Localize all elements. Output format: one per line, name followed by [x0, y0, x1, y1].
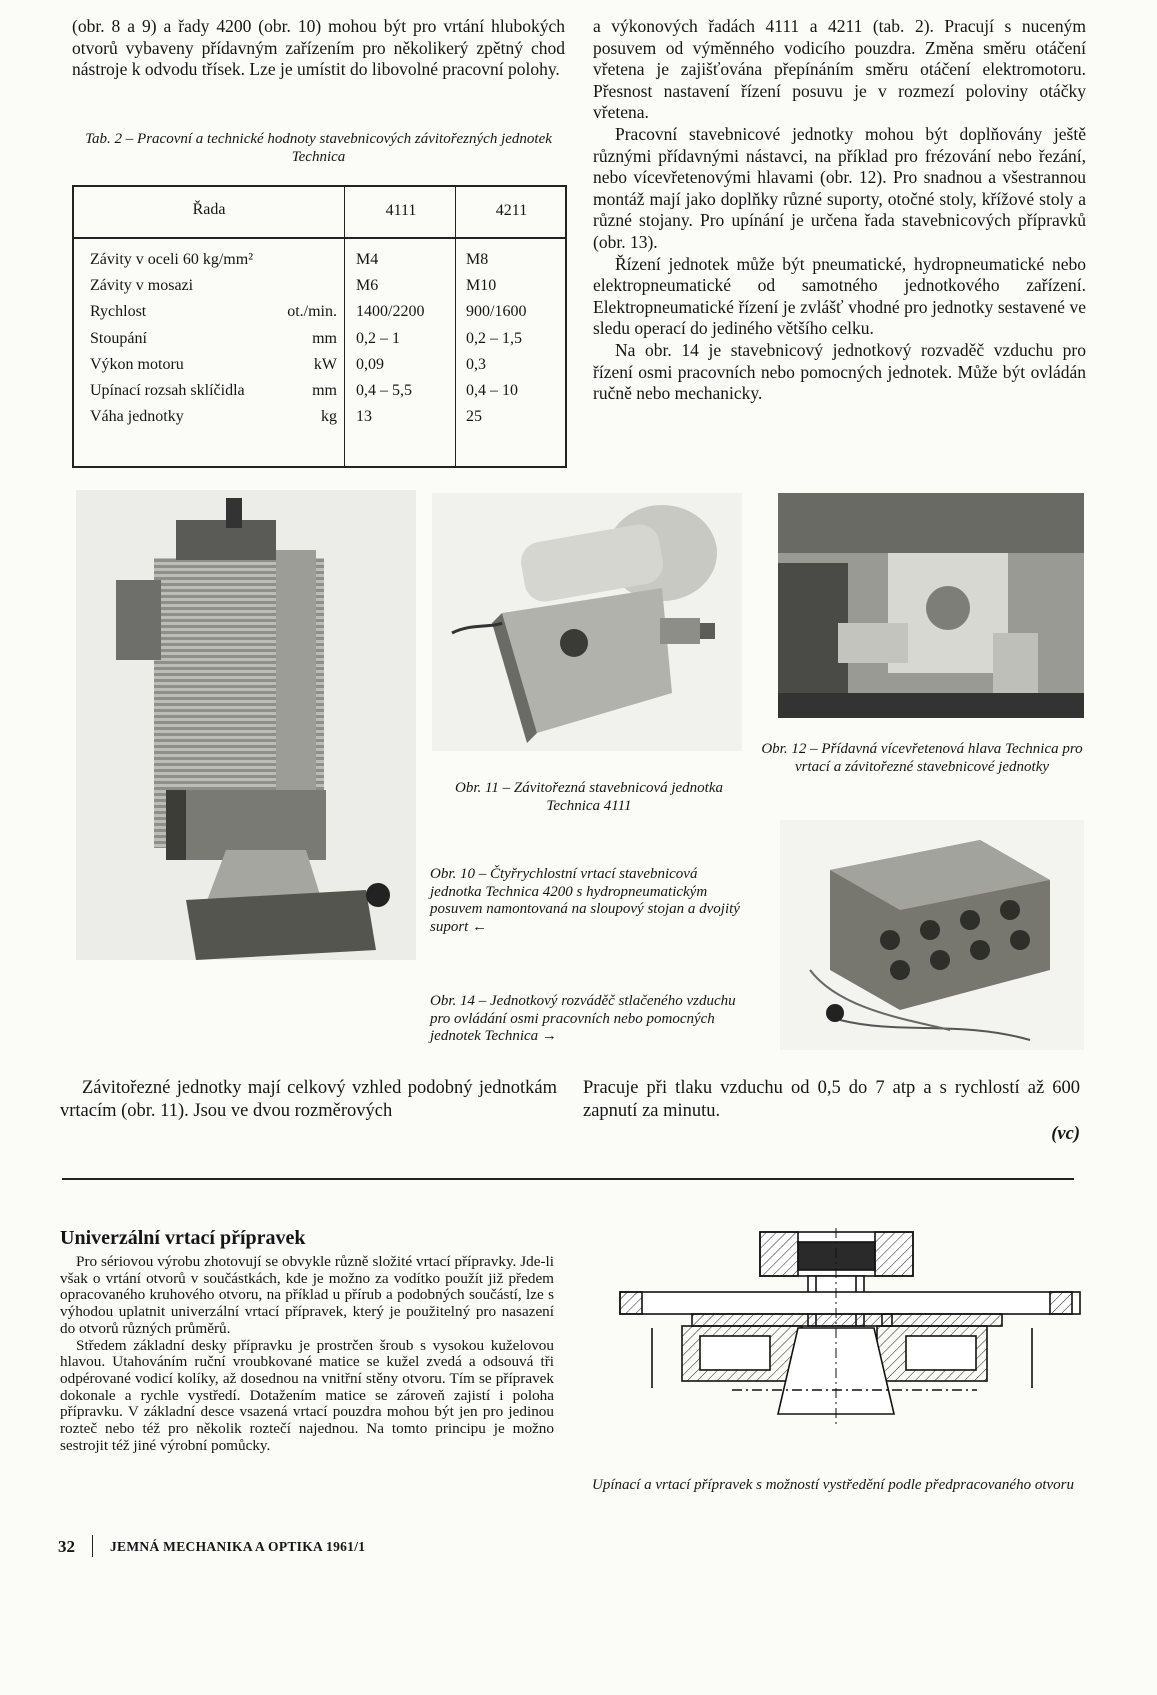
right-column-text	[593, 16, 1086, 405]
photo-obr10-drilling-unit	[76, 490, 416, 960]
section-paragraph-1: Pro sériovou výrobu zhotovují se obvykle různě složité vrtací přípravky. Jde-li však o vrtání otvorů v součástkách, kde je možno za vodítko použít již předem opracovaného kruhového otvoru, na příklad u přírub a podobných součástí, lze s výhodou uplatnit univerzální vrtací přípravek, který je použitelný pro nasazení do otvorů různých průměrů.	[60, 1253, 554, 1337]
caption-obr14	[430, 993, 750, 1046]
row-label: Stoupání	[90, 329, 147, 347]
section-body	[60, 1254, 554, 1454]
arrow-right-icon: →	[541, 1028, 557, 1044]
row-label: Rychlost	[90, 303, 147, 321]
table-caption: Tab. 2 – Pracovní a technické hodnoty stavebnicových závitořezných jednotek Technica	[85, 131, 552, 165]
table-row	[74, 330, 565, 356]
table-head-4111: 4111	[385, 202, 417, 219]
row-value-4211: 0,3	[466, 355, 486, 373]
row-value-4111: 13	[356, 408, 372, 426]
table-row	[74, 356, 565, 382]
right-paragraph-2: Pracovní stavebnicové jednotky mohou být doplňovány ještě různými přídavnými nástavci, na příklad pro frézování nebo řezání, nebo vícevřetenovými hlavami (obr. 12). Pro snadnou a všestrannou montáž mají jako doplňky různé suporty, otočné stoly, křížové stoly a různé stojany. Pro upínání je určena řada stavebnicových přípravků (obr. 13).	[593, 123, 1086, 252]
row-value-4111: 0,2 – 1	[356, 329, 400, 347]
row-label: Závity v mosazi	[90, 277, 194, 295]
table-head-4211: 4211	[495, 202, 528, 219]
table-row	[74, 251, 565, 277]
jig-cross-section-drawing	[612, 1228, 1087, 1458]
middle-right-paragraph	[583, 1077, 1080, 1146]
intro-text: (obr. 8 a 9) a řady 4200 (obr. 10) mohou být pro vrtání hlubokých otvorů vybaveny přídavným zařízením pro několikerý zpětný chod nástroje k odvodu třísek. Lze je umístit do libovolné pracovní polohy.	[72, 16, 565, 80]
row-value-4211: 900/1600	[466, 303, 527, 321]
caption-obr10-text: Obr. 10 – Čtyřrychlostní vrtací stavebnicová jednotka Technica 4200 s hydropneumatickým posuvem namontovaná na sloupový stojan a dvojitý suport	[430, 866, 740, 935]
row-label: Upínací rozsah sklíčidla	[90, 382, 245, 399]
row-label: Váha jednotky	[90, 408, 184, 426]
row-value-4211: M8	[466, 251, 489, 268]
row-value-4211: 0,2 – 1,5	[466, 329, 522, 347]
caption-obr14-text: Obr. 14 – Jednotkový rozváděč stlačeného vzduchu pro ovládání osmi pracovních nebo pomocných jednotek Technica	[430, 993, 736, 1044]
caption-obr10	[430, 866, 750, 936]
table-row	[74, 382, 565, 408]
caption-obr11: Obr. 11 – Závitořezná stavebnicová jednotka Technica 4111	[454, 780, 723, 814]
drawing-caption: Upínací a vrtací přípravek s možností vystředění podle předpracovaného otvoru	[592, 1477, 1074, 1493]
right-paragraph-3: Řízení jednotek může být pneumatické, hydropneumatické nebo elektropneumatické od samotného jednotkového zařízení. Elektropneumatické řízení je zvlášť vhodné pro jednotky sestavené ve sledu operací do jediného většího celku.	[593, 253, 1086, 339]
row-unit: kW	[313, 355, 337, 373]
row-value-4211: 25	[466, 408, 482, 426]
footer-page-number: 32	[58, 1537, 75, 1556]
photo-obr14-air-distributor	[780, 820, 1084, 1050]
row-value-4111: M6	[356, 277, 379, 295]
photo-obr11-tapping-unit	[432, 493, 742, 751]
row-label: Výkon motoru	[90, 355, 184, 373]
section-divider	[62, 1178, 1074, 1180]
footer-divider	[92, 1535, 93, 1557]
row-value-4111: M4	[356, 251, 379, 268]
footer-journal: JEMNÁ MECHANIKA A OPTIKA 1961/1	[110, 1539, 366, 1554]
author-signature: (vc)	[1051, 1124, 1080, 1144]
row-value-4111: 0,4 – 5,5	[356, 382, 412, 399]
photo-obr12-multispindle-head	[778, 493, 1084, 718]
row-unit: ot./min.	[287, 303, 337, 321]
middle-right-text: Pracuje při tlaku vzduchu od 0,5 do 7 atp a s rychlostí až 600 zapnutí za minutu.	[583, 1078, 1080, 1121]
spec-table	[72, 185, 567, 468]
right-paragraph-1: a výkonových řadách 4111 a 4211 (tab. 2). Pracují s nuceným posuvem od výměnného vodicího pouzdra. Změna směru otáčení vřetena je zajišťována přepínáním směru otáčení elektromotoru. Přesnost nastavení řízení posuvu je v rozmezí poloviny otáčky vřetena.	[593, 16, 1086, 123]
row-unit: kg	[321, 408, 337, 426]
intro-paragraph	[72, 16, 565, 81]
row-value-4211: 0,4 – 10	[466, 382, 518, 399]
middle-left-paragraph	[60, 1077, 557, 1123]
table-header-row	[74, 187, 565, 239]
table-row	[74, 408, 565, 434]
row-value-4111: 0,09	[356, 355, 384, 373]
row-unit: mm	[312, 382, 337, 399]
arrow-left-icon: ←	[472, 918, 488, 935]
table-row	[74, 277, 565, 303]
row-value-4211: M10	[466, 277, 497, 295]
table-head-label: Řada	[192, 201, 226, 218]
section-paragraph-2: Středem základní desky přípravku je prostrčen šroub s vysokou kuželovou hlavou. Utahováním ruční vroubkované matice se kužel zvedá a odsouvá tři odpérované vodicí kolíky, až dosednou na vnitřní stěny otvoru. Tím se přípravek dokonale a rychle vystředí. Dotažením matice se zároveň zajistí i poloha přípravku. V základní desce vsazená vrtací pouzdra mohou být jen pro jedinou rozteč nebo též pro několik roztečí najednou. Na tomto principu je možno sestrojit též jiné výrobní pomůcky.	[60, 1336, 554, 1454]
caption-obr12: Obr. 12 – Přídavná vícevřetenová hlava Technica pro vrtací a závitořezné stavebnicové jednotky	[761, 741, 1083, 775]
table-row	[74, 303, 565, 329]
row-value-4111: 1400/2200	[356, 303, 425, 321]
row-unit: mm	[312, 329, 337, 347]
middle-left-text: Závitořezné jednotky mají celkový vzhled podobný jednotkám vrtacím (obr. 11). Jsou ve dvou rozměrových	[60, 1078, 557, 1121]
section-title: Univerzální vrtací přípravek	[60, 1227, 306, 1249]
right-paragraph-4: Na obr. 14 je stavebnicový jednotkový rozvaděč vzduchu pro řízení osmi pracovních nebo pomocných jednotek. Může být ovládán ručně nebo mechanicky.	[593, 339, 1086, 404]
row-label: Závity v oceli 60 kg/mm²	[90, 251, 253, 268]
